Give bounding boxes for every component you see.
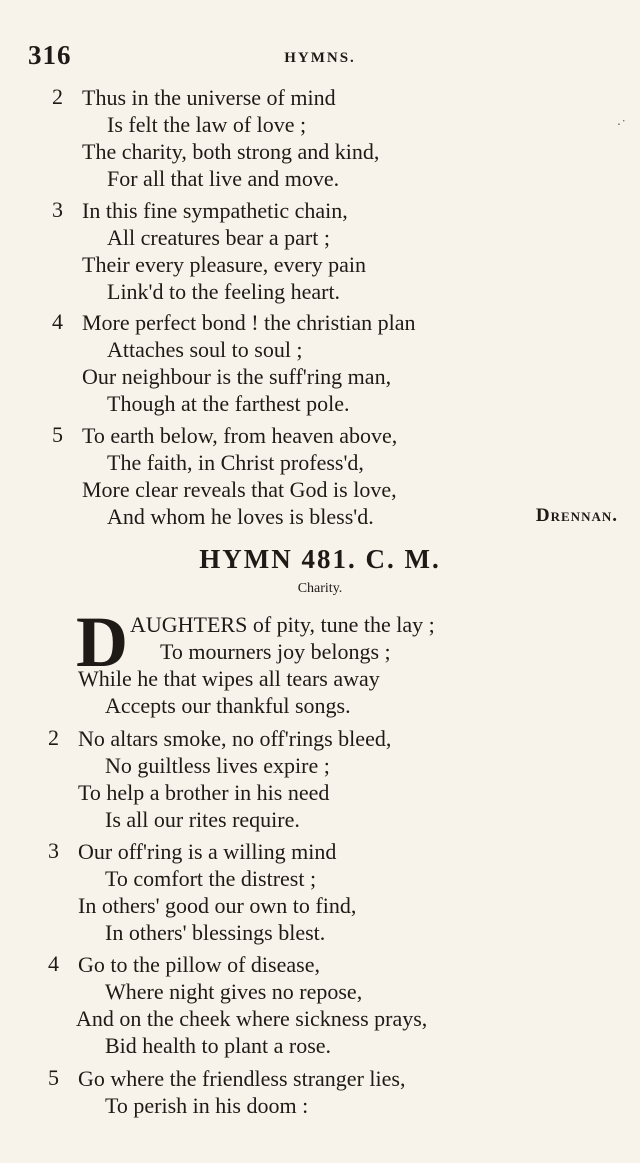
verse-line: To help a brother in his need	[78, 780, 330, 805]
verse-number: 4	[52, 309, 63, 334]
verse-line: No altars smoke, no off'rings bleed,	[78, 726, 392, 751]
verse-number: 4	[48, 951, 59, 976]
verse-line: Though at the farthest pole.	[107, 391, 350, 416]
verse-line: Go to the pillow of disease,	[78, 952, 320, 977]
verse-line: The charity, both strong and kind,	[82, 139, 380, 164]
verse-line: For all that live and move.	[107, 166, 340, 191]
hymn-title: HYMN 481. C. M.	[199, 544, 441, 574]
verse-line: Bid health to plant a rose.	[105, 1033, 332, 1058]
verse-line: Go where the friendless stranger lies,	[78, 1066, 406, 1091]
verse-line: Is all our rites require.	[105, 807, 300, 832]
verse-number: 2	[48, 725, 59, 750]
verse-line: More clear reveals that God is love,	[82, 477, 397, 502]
verse-number: 5	[52, 422, 63, 447]
verse-line: Attaches soul to soul ;	[107, 337, 303, 362]
verse-line: Link'd to the feeling heart.	[107, 279, 341, 304]
running-head: HYMNS.	[284, 50, 356, 66]
verse-line: And whom he loves is bless'd.	[107, 504, 374, 529]
verse-line: More perfect bond ! the christian plan	[82, 310, 416, 335]
verse-line: The faith, in Christ profess'd,	[107, 450, 364, 475]
verse-line: To comfort the distrest ;	[105, 866, 317, 891]
verse-line: To earth below, from heaven above,	[82, 423, 398, 448]
verse-line: In others' blessings blest.	[105, 920, 326, 945]
verse-line: Our neighbour is the suff'ring man,	[82, 364, 392, 389]
verse-line: Where night gives no repose,	[105, 979, 363, 1004]
verse-line: Our off'ring is a willing mind	[78, 839, 337, 864]
hymn-subtitle: Charity.	[297, 581, 343, 596]
page-number: 316	[28, 40, 72, 70]
verse-line: And on the cheek where sickness prays,	[76, 1006, 428, 1031]
drop-cap: D	[76, 602, 128, 682]
verse-number: 3	[52, 197, 63, 222]
verse-line: In others' good our own to find,	[78, 893, 357, 918]
verse-number: 5	[48, 1065, 59, 1090]
page-blemish: ·˙	[616, 118, 626, 133]
verse-line: While he that wipes all tears away	[78, 666, 380, 691]
verse-line: Their every pleasure, every pain	[82, 252, 367, 277]
verse-line: To perish in his doom :	[105, 1093, 309, 1118]
verse-line: Thus in the universe of mind	[82, 85, 336, 110]
verse-line: Is felt the law of love ;	[107, 112, 307, 137]
page-header	[28, 40, 612, 74]
verse-line: AUGHTERS of pity, tune the lay ;	[130, 612, 435, 637]
verse-line: No guiltless lives expire ;	[105, 753, 330, 778]
verse-number: 2	[52, 84, 63, 109]
hymn-author: Drennan.	[535, 505, 618, 526]
verse-number: 3	[48, 838, 59, 863]
verse-line: All creatures bear a part ;	[107, 225, 330, 250]
verse-line: To mourners joy belongs ;	[160, 639, 391, 664]
verse-line: Accepts our thankful songs.	[105, 693, 351, 718]
verse-line: In this fine sympathetic chain,	[82, 198, 348, 223]
